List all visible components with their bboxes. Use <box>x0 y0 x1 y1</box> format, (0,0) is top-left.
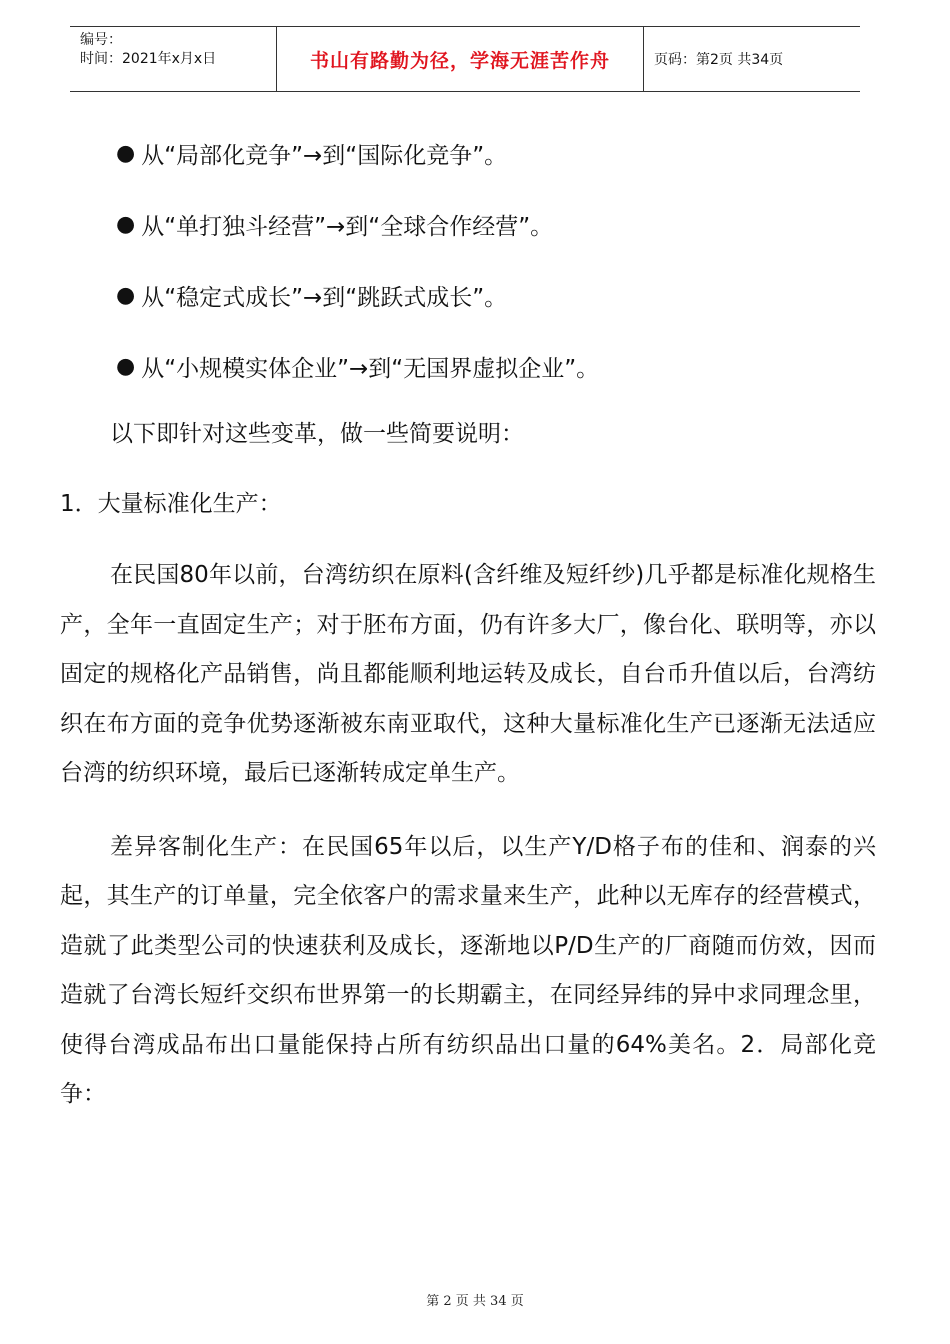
document-number-label: 编号： <box>80 32 122 48</box>
page-footer: 第 2 页 共 34 页 <box>426 1294 524 1309</box>
document-body <box>60 118 876 1120</box>
bullet-text: 从“小规模实体企业”→到“无国界虚拟企业”。 <box>141 356 600 382</box>
header-page-label: 页码：第2页 共34页 <box>654 52 784 68</box>
bullet-dot-icon: ● <box>116 283 136 308</box>
bullet-text: 从“局部化竞争”→到“国际化竞争”。 <box>141 143 508 169</box>
bullet-text: 从“单打独斗经营”→到“全球合作经营”。 <box>141 214 554 240</box>
bullet-dot-icon: ● <box>116 141 136 166</box>
header-page-cell <box>644 27 860 91</box>
bullet-item <box>60 260 876 331</box>
bullet-item <box>60 331 876 402</box>
header-motto-cell <box>276 27 644 91</box>
bullet-item <box>60 189 876 260</box>
document-time-label: 时间：2021年x月x日 <box>80 51 217 67</box>
section-1-title: 1．大量标准化生产： <box>60 490 282 517</box>
header-left-cell <box>70 27 276 91</box>
bullet-dot-icon: ● <box>116 354 136 379</box>
bullet-text: 从“稳定式成长”→到“跳跃式成长”。 <box>141 285 508 311</box>
bullet-item <box>60 118 876 189</box>
paragraph-2: 差异客制化生产：在民国65年以后，以生产Y/D格子布的佳和、润泰的兴起，其生产的订单量，完全依客户的需求量来生产，此种以无库存的经营模式，造就了此类型公司的快速获利及成长，逐渐地以P/D生产的厂商随而仿效，因而造就了台湾长短纤交织布世界第一的长期霸主，在同经异纬的异中求同理念里，使得台湾成品布出口量能保持占所有纺织品出口量的64%美名。2．局部化竞争： <box>60 833 876 1107</box>
page-header <box>70 26 860 92</box>
paragraph-1: 在民国80年以前，台湾纺织在原料(含纤维及短纤纱)几乎都是标准化规格生产，全年一直固定生产；对于胚布方面，仍有许多大厂，像台化、联明等，亦以固定的规格化产品销售，尚且都能顺利地运转及成长，自台币升值以后，台湾纺织在布方面的竞争优势逐渐被东南亚取代，这种大量标准化生产已逐渐无法适应台湾的纺织环境，最后已逐渐转成定单生产。 <box>60 562 876 786</box>
header-motto: 书山有路勤为径，学海无涯苦作舟 <box>309 49 610 72</box>
intro-paragraph: 以下即针对这些变革，做一些简要说明： <box>110 421 524 447</box>
bullet-dot-icon: ● <box>116 212 136 237</box>
